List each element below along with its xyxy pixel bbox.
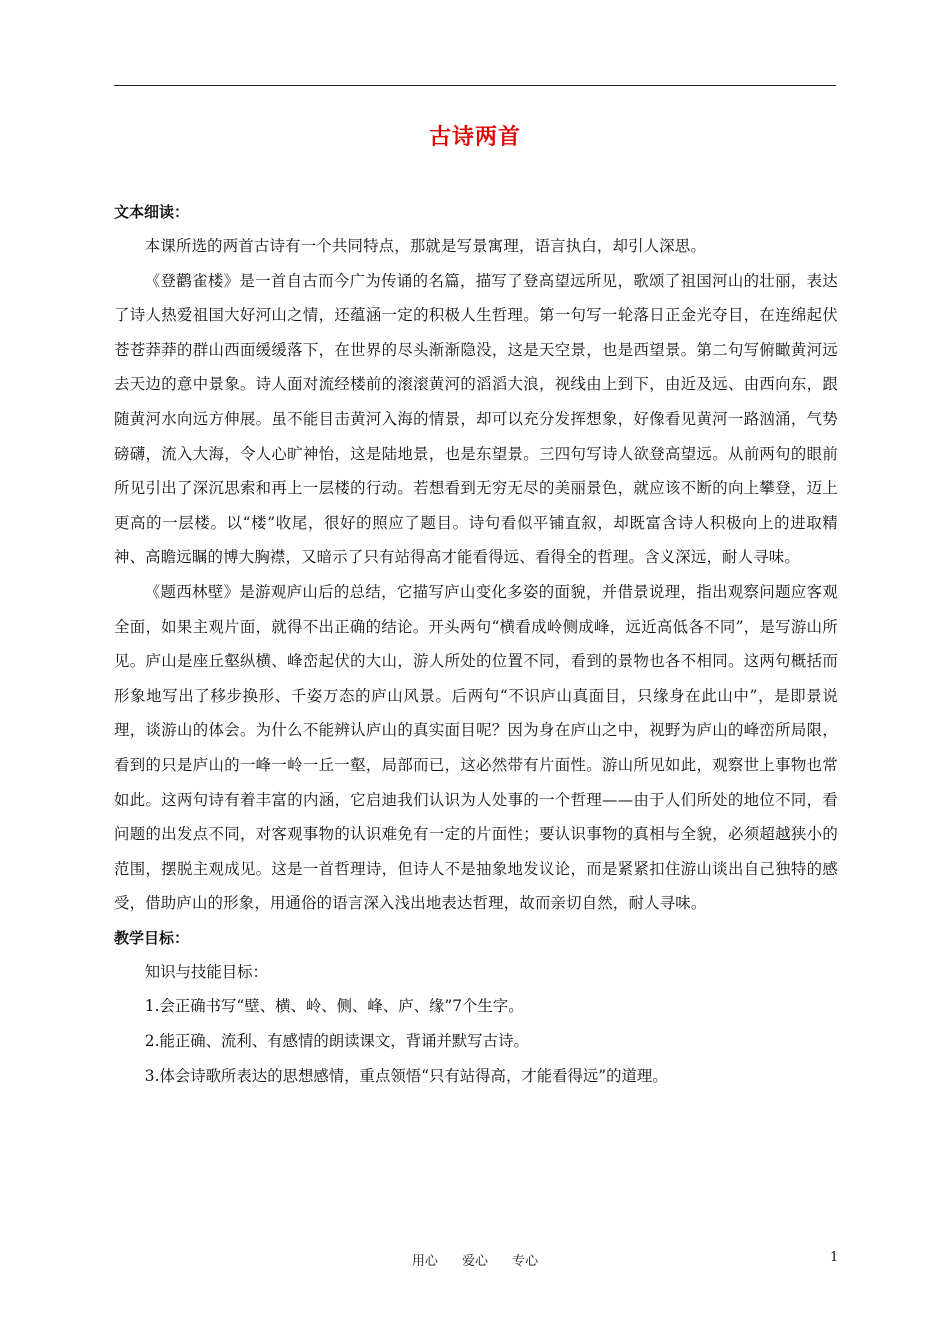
- paragraph-tixilinbi: 《题西林壁》是游观庐山后的总结，它描写庐山变化多姿的面貌，并借景说理，指出观察问题应客观全面，如果主观片面，就得不出正确的结论。开头两句“横看成岭侧成峰，远近高低各不同”，是写游山所见。庐山是座丘壑纵横、峰峦起伏的大山，游人所处的位置不同，看到的景物也各不相同。这两句概括而形象地写出了移步换形、千姿万态的庐山风景。后两句“不识庐山真面目，只缘身在此山中”，是即景说理，谈游山的体会。为什么不能辨认庐山的真实面目呢？因为身在庐山之中，视野为庐山的峰峦所局限，看到的只是庐山的一峰一岭一丘一壑，局部而已，这必然带有片面性。游山所见如此，观察世上事物也常如此。这两句诗有着丰富的内涵，它启迪我们认识为人处事的一个哲理——由于人们所处的地位不同，看问题的出发点不同，对客观事物的认识难免有一定的片面性；要认识事物的真相与全貌，必须超越狭小的范围，摆脱主观成见。这是一首哲理诗，但诗人不是抽象地发议论，而是紧紧扣住游山谈出自己独特的感受，借助庐山的形象，用通俗的语言深入浅出地表达哲理，故而亲切自然，耐人寻味。: [114, 582, 838, 913]
- footer-motto-1: 用心: [411, 1254, 438, 1269]
- section-heading-goals: 教学目标：: [114, 928, 190, 947]
- footer-motto-3: 专心: [512, 1254, 539, 1269]
- document-title: 古诗两首: [428, 125, 521, 150]
- paragraph-dengguanquelou: 《登鹳雀楼》是一首自古而今广为传诵的名篇，描写了登高望远所见，歌颂了祖国河山的壮丽，表达了诗人热爱祖国大好河山之情，还蕴涵一定的积极人生哲理。第一句写一轮落日正金光夺目，在连绵起伏苍苍莽莽的群山西面缓缓落下，在世界的尽头渐渐隐没，这是天空景，也是西望景。第二句写俯瞰黄河远去天边的意中景象。诗人面对流经楼前的滚滚黄河的滔滔大浪，视线由上到下，由近及远、由西向东，跟随黄河水向远方伸展。虽不能目击黄河入海的情景，却可以充分发挥想象，好像看见黄河一路汹涌，气势磅礴，流入大海，令人心旷神怡，这是陆地景，也是东望景。三四句写诗人欲登高望远。从前两句的眼前所见引出了深沉思索和再上一层楼的行动。若想看到无穷无尽的美丽景色，就应该不断的向上攀登，迈上更高的一层楼。以“楼”收尾，很好的照应了题目。诗句看似平铺直叙，却既富含诗人积极向上的进取精神、高瞻远瞩的博大胸襟，又暗示了只有站得高才能看得远、看得全的哲理。含义深远，耐人寻味。: [114, 271, 838, 567]
- goal-item-1: 1.会正确书写“壁、横、岭、侧、峰、庐、缘”7个生字。: [144, 997, 524, 1016]
- document-body: [114, 195, 838, 1093]
- goals-subheading: 知识与技能目标：: [144, 962, 268, 981]
- goal-item-3: 3.体会诗歌所表达的思想感情，重点领悟“只有站得高，才能看得远”的道理。: [144, 1066, 668, 1085]
- header-rule: [114, 85, 836, 86]
- goal-item-2: 2.能正确、流利、有感情的朗读课文，背诵并默写古诗。: [144, 1032, 529, 1051]
- page-number: 1: [830, 1250, 839, 1265]
- footer-motto-2: 爱心: [461, 1254, 488, 1269]
- section-heading-reading: 文本细读：: [114, 203, 190, 221]
- paragraph-intro: 本课所选的两首古诗有一个共同特点，那就是写景寓理，语言执白，却引人深思。: [144, 237, 707, 255]
- footer-motto: [0, 1250, 950, 1269]
